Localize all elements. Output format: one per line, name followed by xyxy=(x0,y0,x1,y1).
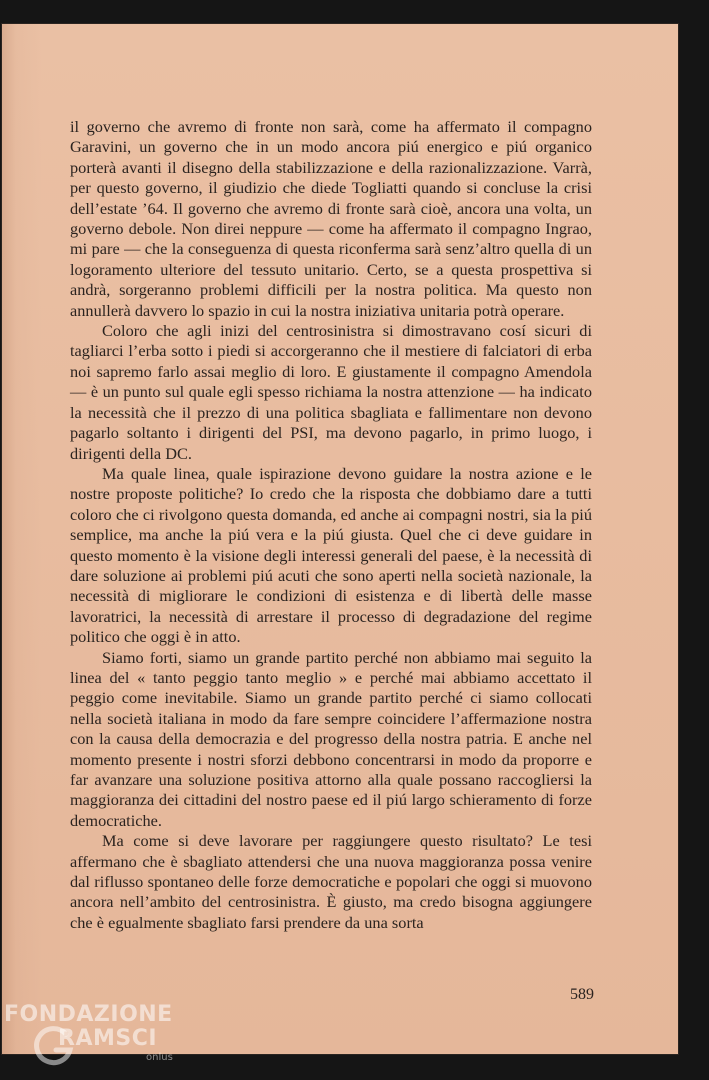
page-number: 589 xyxy=(570,986,594,1003)
watermark-subtitle: onlus xyxy=(146,1052,173,1063)
watermark-line-2: RAMSCI xyxy=(58,1026,158,1051)
paragraph-1: il governo che avremo di fronte non sarà, come ha affermato il compagno Garavini, un governo che in un modo ancora piú energico e piú organico porterà avanti il disegno della stabilizzazione e della razionalizzazione. Varrà, per questo governo, il giudizio che diede Togliatti quando si concluse la crisi dell’estate ’64. Il governo che avremo di fronte sarà cioè, ancora una volta, un governo debole. Non direi neppure — come ha affermato il compagno Ingrao, mi pare — che la conseguenza di questa riconferma sarà senz’altro quella di un logoramento ulteriore del tessuto unitario. Certo, se a questa prospettiva si andrà, sorgeranno problemi difficili per la nostra politica. Ma questo non annullerà davvero lo spazio in cui la nostra iniziativa unitaria potrà operare. xyxy=(70,117,592,320)
document-page xyxy=(2,24,678,1054)
paragraph-3: Ma quale linea, quale ispirazione devono guidare la nostra azione e le nostre proposte politiche? Io credo che la risposta che dobbiamo dare a tutti coloro che ci rivolgono questa domanda, ed anche ai compagni nostri, sia la piú semplice, ma anche la piú vera e la piú giusta. Quel che ci deve guidare in questo momento è la visione degli interessi generali del paese, è la necessità di dare soluzione ai problemi piú acuti che sono aperti nella società nazionale, la necessità di migliorare le condizioni di esistenza e di libertà delle masse lavoratrici, la necessità di arrestare il processo di degradazione del regime politico che oggi è in atto. xyxy=(70,463,592,647)
body-text xyxy=(70,117,592,933)
paragraph-2: Coloro che agli inizi del centrosinistra si dimostravano cosí sicuri di tagliarci l’erba sotto i piedi si accorgeranno che il mestiere di falciatori di erba noi sapremo farlo assai meglio di loro. E giustamente il compagno Amendola — è un punto sul quale egli spesso richiama la nostra attenzione — ha indicato la necessità che il prezzo di una politica sbagliata e fallimentare non devono pagarlo soltanto i dirigenti del PSI, ma devono pagarlo, in primo luogo, i dirigenti della DC. xyxy=(70,321,592,463)
paragraph-4: Siamo forti, siamo un grande partito perché non abbiamo mai seguito la linea del « tanto peggio tanto meglio » e perché mai abbiamo accettato il peggio come inevitabile. Siamo un grande partito perché ci siamo collocati nella società italiana in modo da fare sempre coincidere l’affermazione nostra con la causa della democrazia e del progresso della nostra patria. E anche nel momento presente i nostri sforzi debbono concentrarsi in modo da proporre e far avanzare una soluzione positiva attorno alla quale possano raccogliersi la maggioranza dei cittadini del nostro paese ed il piú largo schieramento di forze democratiche. xyxy=(70,647,592,830)
watermark-line-1: FONDAZIONE xyxy=(4,1002,173,1027)
fondazione-gramsci-watermark xyxy=(4,1000,184,1076)
paragraph-5: Ma come si deve lavorare per raggiungere questo risultato? Le tesi affermano che è sbagliato attendersi che una nuova maggioranza possa venire dal riflusso spontaneo delle forze democratiche e popolari che oggi si muovono ancora nell’ambito del centrosinistra. È giusto, ma credo bisogna aggiungere che è egualmente sbagliato farsi prendere da una sorta xyxy=(70,831,592,932)
